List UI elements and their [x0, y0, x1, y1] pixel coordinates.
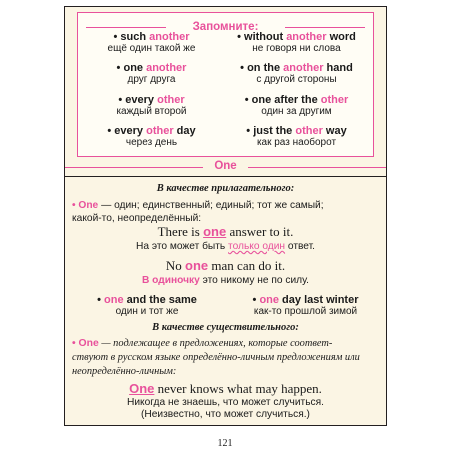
phrase-every-other: • every other каждый второй [79, 94, 224, 118]
section-divider [65, 176, 386, 177]
example-3-english: One never knows what may happen. [129, 381, 322, 396]
phrase-every-other-day: • every other day через день [79, 125, 224, 149]
example-2-russian: В одиночку это никому не по силу. [141, 275, 310, 286]
phrase-one-another: • one another друг друга [79, 62, 224, 86]
phrase-without-another-word: • without another word не говоря ни слова [224, 31, 369, 55]
example-1-english: There is one answer to it. [157, 224, 294, 239]
phrase-one-after-the-other: • one after the other один за другим [224, 94, 369, 118]
remember-title: Запомните: [78, 21, 373, 33]
adjective-heading: В качестве прилагательного: [156, 183, 295, 194]
example-3-russian-2: (Неизвестно, что может случиться.) [141, 409, 310, 420]
phrase-one-day-last-winter: • one day last winter как-то прошлой зимой [238, 294, 373, 318]
phrase-just-the-other-way: • just the other way как раз наоборот [224, 125, 369, 149]
adjective-definition: • One — один; единственный; единый; тот же самый; какой-то, неопределённый: [72, 199, 380, 225]
phrase-on-the-another-hand: • on the another hand с другой стороны [224, 62, 369, 86]
page-number: 121 [217, 438, 233, 449]
example-3-russian-1: Никогда не знаешь, что может случиться. [127, 397, 324, 408]
example-1-russian: На это может быть только один ответ. [136, 241, 315, 252]
phrase-one-and-the-same: • one and the same один и тот же [82, 294, 212, 318]
example-2-english: No one man can do it. [165, 258, 286, 273]
noun-definition: • One — подлежащее в предложениях, которые соответ- ствуют в русском языке определённо-личным предложениям или неопределённо-личным: [72, 337, 380, 379]
phrase-such-another: • such another ещё один такой же [79, 31, 224, 55]
noun-heading: В качестве существительного: [152, 322, 299, 333]
section-title-one: One [65, 160, 386, 174]
